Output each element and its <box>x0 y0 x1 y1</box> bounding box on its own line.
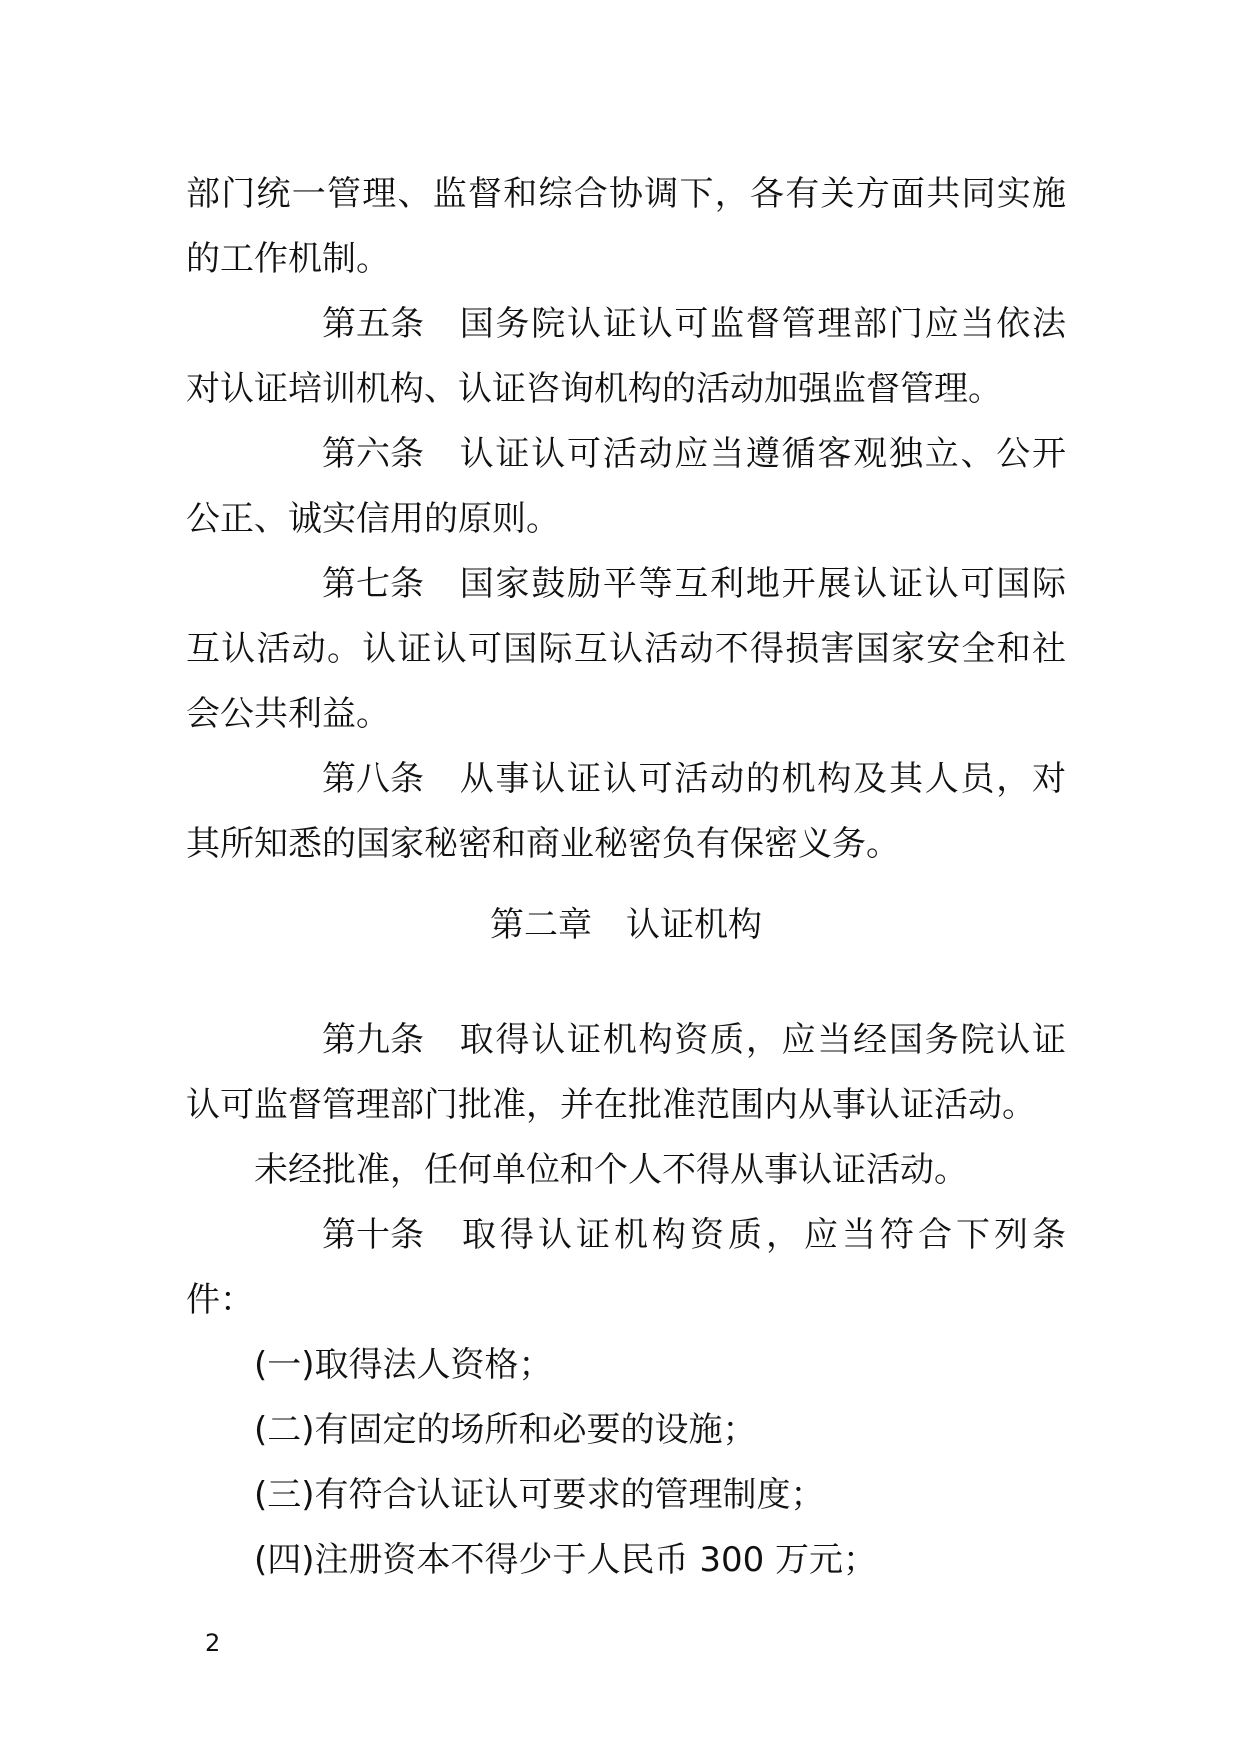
chapter-number: 第二章 <box>490 905 592 945</box>
article-6-paragraph <box>186 422 1066 552</box>
article-7-text: 国家鼓励平等互利地开展认证认可国际互认活动。认证认可国际互认活动不得损害国家安全和社会公共利益。 <box>186 564 1066 734</box>
article-9-paragraph <box>186 1008 1066 1138</box>
article-9-number: 第九条 <box>322 1020 424 1060</box>
unapproved-paragraph: 未经批准，任何单位和个人不得从事认证活动。 <box>254 1150 968 1190</box>
chapter-heading <box>186 893 1066 958</box>
article-9-text: 取得认证机构资质，应当经国务院认证认可监督管理部门批准，并在批准范围内从事认证活动。 <box>186 1020 1066 1125</box>
article-6-text: 认证认可活动应当遵循客观独立、公开公正、诚实信用的原则。 <box>186 434 1066 539</box>
article-7-paragraph <box>186 552 1066 747</box>
condition-item-1: (一)取得法人资格； <box>254 1345 553 1385</box>
continued-paragraph: 部门统一管理、监督和综合协调下，各有关方面共同实施的工作机制。 <box>186 174 1066 279</box>
article-8-number: 第八条 <box>322 759 424 799</box>
article-10-paragraph <box>186 1203 1066 1333</box>
condition-item-2: (二)有固定的场所和必要的设施； <box>254 1410 757 1450</box>
chapter-title: 认证机构 <box>626 905 762 945</box>
article-10-text: 取得认证机构资质，应当符合下列条件： <box>186 1215 1066 1320</box>
article-7-number: 第七条 <box>322 564 424 604</box>
document-body <box>186 162 1066 1593</box>
article-5-text: 国务院认证认可监督管理部门应当依法对认证培训机构、认证咨询机构的活动加强监督管理。 <box>186 304 1066 409</box>
article-8-text: 从事认证认可活动的机构及其人员，对其所知悉的国家秘密和商业秘密负有保密义务。 <box>186 759 1066 864</box>
condition-item-4: (四)注册资本不得少于人民币 300 万元； <box>254 1540 878 1580</box>
article-6-number: 第六条 <box>322 434 424 474</box>
article-10-number: 第十条 <box>322 1215 424 1255</box>
article-5-paragraph <box>186 292 1066 422</box>
page-number: 2 <box>205 1629 221 1657</box>
condition-item-3: (三)有符合认证认可要求的管理制度； <box>254 1475 825 1515</box>
article-8-paragraph <box>186 747 1066 877</box>
article-5-number: 第五条 <box>322 304 424 344</box>
